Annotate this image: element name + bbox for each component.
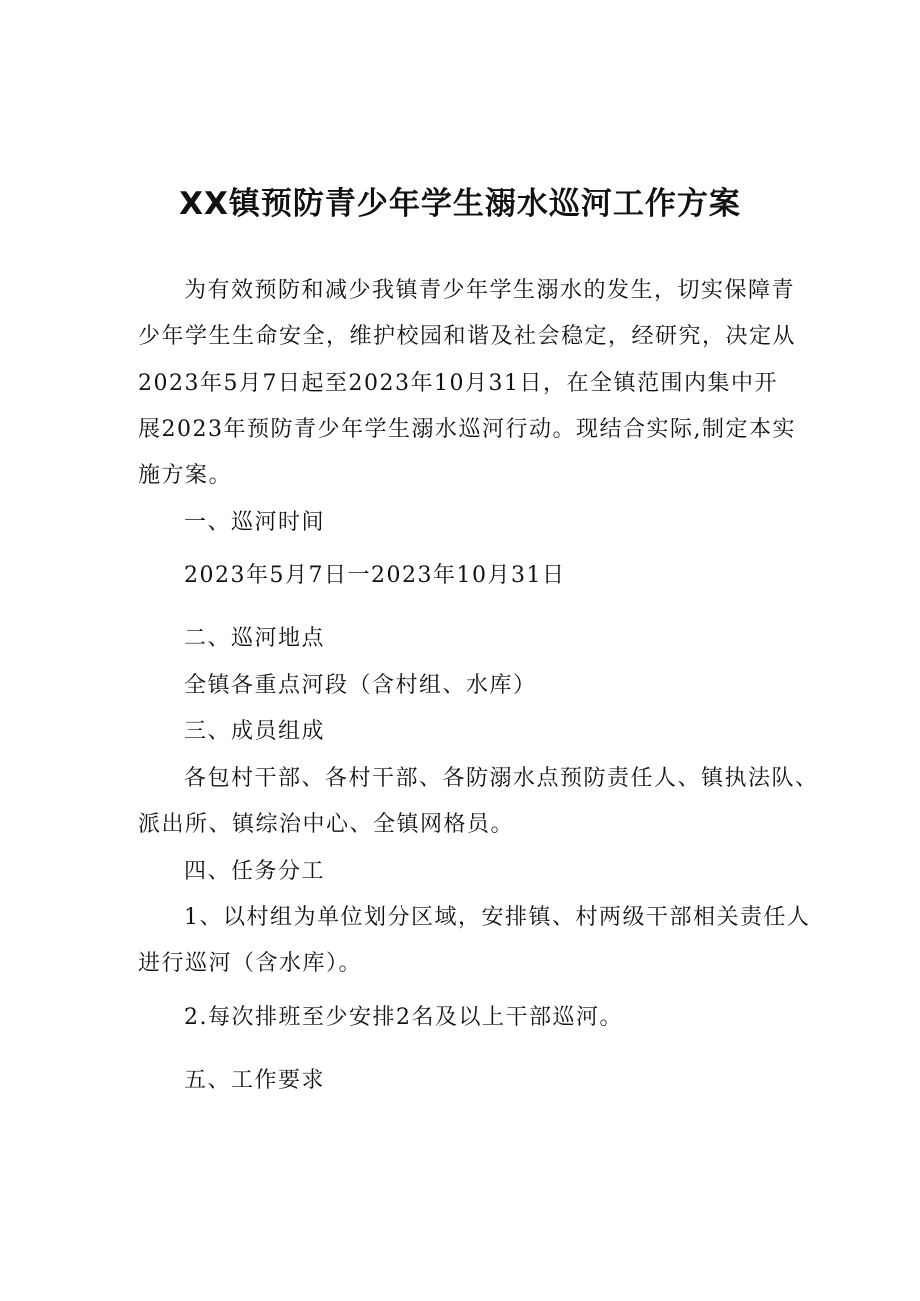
section-3-heading: 三、成员组成 xyxy=(184,719,326,744)
intro-line-2: 少年学生生命安全，维护校园和谐及社会稳定，经研究，决定从 xyxy=(138,324,797,349)
section-1-body: 2023年5月7日一2023年10月31日 xyxy=(184,563,566,588)
section-3-body-line-2: 派出所、镇综治中心、全镇网格员。 xyxy=(138,812,515,837)
document-title: XX镇预防青少年学生溺水巡河工作方案 xyxy=(179,186,741,222)
intro-line-3: 2023年5月7日起至2023年10月31日，在全镇范围内集中开 xyxy=(138,371,778,396)
section-4-heading: 四、任务分工 xyxy=(184,859,326,884)
section-4-item-2: 2.每次排班至少安排2名及以上干部巡河。 xyxy=(184,1005,623,1030)
section-2-heading: 二、巡河地点 xyxy=(184,626,326,651)
section-1-heading: 一、巡河时间 xyxy=(184,510,326,535)
section-3-body-line-1: 各包村干部、各村干部、各防溺水点预防责任人、镇执法队、 xyxy=(184,766,819,791)
section-2-body: 全镇各重点河段（含村组、水库） xyxy=(184,673,537,698)
section-5-heading: 五、工作要求 xyxy=(184,1068,326,1093)
intro-line-1: 为有效预防和减少我镇青少年学生溺水的发生，切实保障青 xyxy=(184,278,796,303)
section-4-item-1-line-1: 1、以村组为单位划分区域，安排镇、村两级干部相关责任人 xyxy=(184,905,811,930)
intro-line-4: 展2023年预防青少年学生溺水巡河行动。现结合实际,制定本实 xyxy=(138,417,796,442)
section-4-item-1-line-2: 进行巡河（含水库）。 xyxy=(138,951,363,976)
intro-line-5: 施方案。 xyxy=(138,463,233,488)
